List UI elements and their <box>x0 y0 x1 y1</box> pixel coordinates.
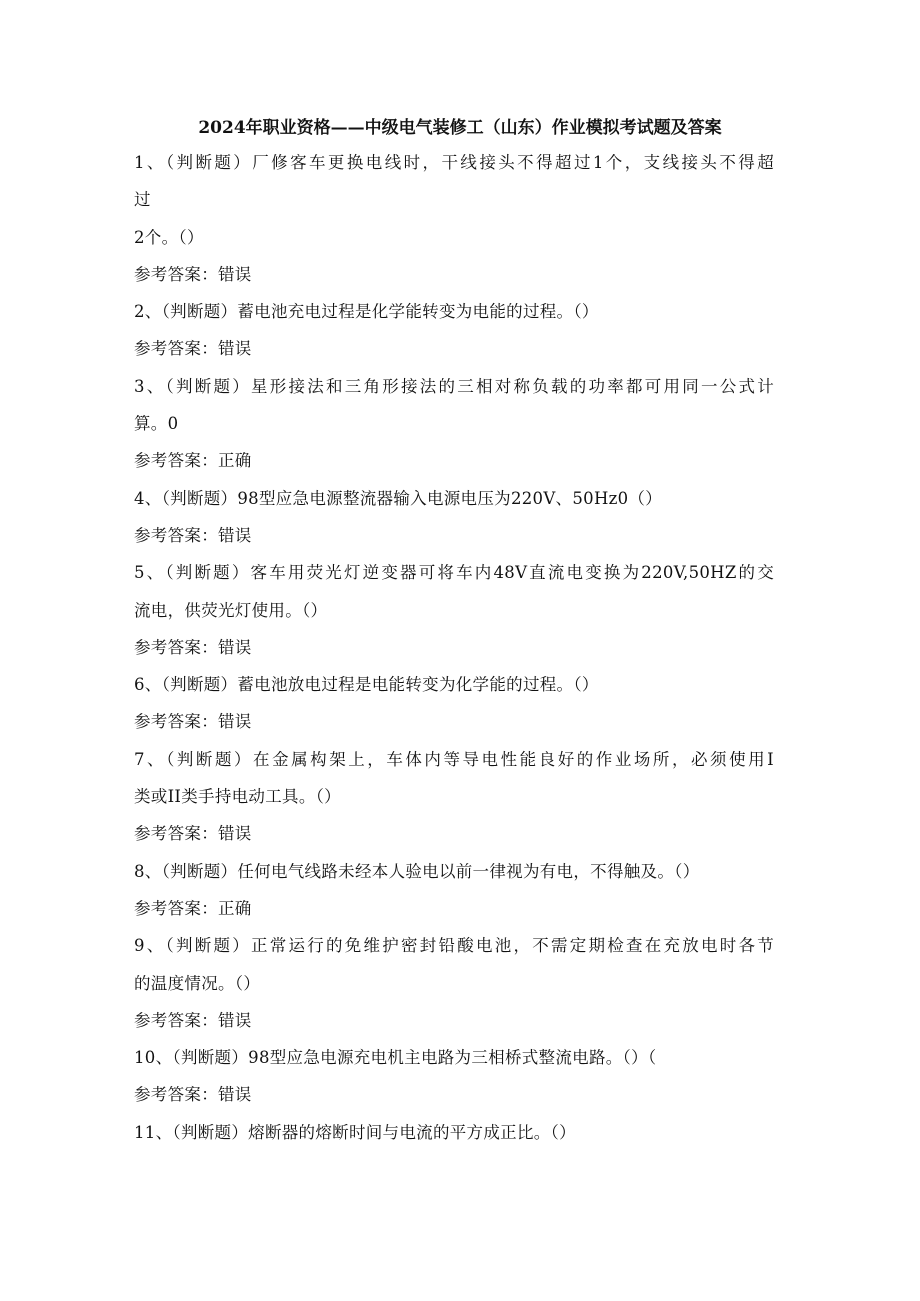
question-1-line-1: 1、（判断题）厂修客车更换电线时，干线接头不得超过1个，支线接头不得超 <box>134 153 774 172</box>
answer-prefix: 参考答案： <box>134 824 218 844</box>
answer-prefix: 参考答案： <box>134 712 218 732</box>
answer-value: 错误 <box>218 824 252 844</box>
answer-prefix: 参考答案： <box>134 339 218 359</box>
question-3-line-2: 算。0 <box>134 414 179 434</box>
answer-value: 错误 <box>218 339 252 359</box>
answer-9 <box>134 1002 786 1039</box>
answer-1 <box>134 256 786 293</box>
question-5-line-1: 5、（判断题）客车用荧光灯逆变器可将车内48V直流电变换为220V,50HZ的交 <box>134 563 774 583</box>
question-11-line-1: 11、（判断题）熔断器的熔断时间与电流的平方成正比。（） <box>134 1122 576 1142</box>
question-2-line-1: 2、（判断题）蓄电池充电过程是化学能转变为电能的过程。（） <box>134 302 599 322</box>
answer-value: 错误 <box>218 1085 252 1105</box>
answer-5 <box>134 629 786 666</box>
answer-2 <box>134 330 786 367</box>
answer-prefix: 参考答案： <box>134 451 218 471</box>
question-3-line-1: 3、（判断题）星形接法和三角形接法的三相对称负载的功率都可用同一公式计 <box>134 376 774 396</box>
question-7-line-1: 7、（判断题）在金属构架上，车体内等导电性能良好的作业场所，必须使用I <box>134 749 774 769</box>
document-page <box>134 112 786 1151</box>
question-1-line-2: 过 <box>134 190 151 210</box>
document-title: 2024年职业资格——中级电气装修工（山东）作业模拟考试题及答案 <box>198 118 722 138</box>
question-10-line-1: 10、（判断题）98型应急电源充电机主电路为三相桥式整流电路。（）（ <box>134 1048 657 1068</box>
answer-7 <box>134 815 786 852</box>
answer-value: 正确 <box>218 898 252 918</box>
answer-prefix: 参考答案： <box>134 637 218 657</box>
answer-value: 错误 <box>218 712 252 732</box>
question-8-line-1: 8、（判断题）任何电气线路未经本人验电以前一律视为有电，不得触及。（） <box>134 861 700 881</box>
answer-value: 错误 <box>218 525 252 545</box>
answer-value: 错误 <box>218 264 252 284</box>
answer-10 <box>134 1076 786 1113</box>
answer-8 <box>134 890 786 927</box>
question-9-line-2: 的温度情况。（） <box>134 973 261 993</box>
answer-prefix: 参考答案： <box>134 525 218 545</box>
question-1-line-3: 2个。（） <box>134 227 204 247</box>
answer-4 <box>134 517 786 554</box>
question-7-line-2: 类或II类手持电动工具。（） <box>134 787 341 807</box>
answer-6 <box>134 703 786 740</box>
answer-prefix: 参考答案： <box>134 1010 218 1030</box>
answer-prefix: 参考答案： <box>134 1085 218 1105</box>
answer-value: 正确 <box>218 451 252 471</box>
answer-prefix: 参考答案： <box>134 898 218 918</box>
answer-3 <box>134 442 786 479</box>
question-5-line-2: 流电，供荧光灯使用。（） <box>134 600 328 620</box>
question-4-line-1: 4、（判断题）98型应急电源整流器输入电源电压为220V、50Hz0（） <box>134 488 663 508</box>
question-6-line-1: 6、（判断题）蓄电池放电过程是电能转变为化学能的过程。（） <box>134 675 599 695</box>
question-9-line-1: 9、（判断题）正常运行的免维护密封铅酸电池，不需定期检查在充放电时各节 <box>134 936 774 956</box>
answer-value: 错误 <box>218 1010 252 1030</box>
answer-prefix: 参考答案： <box>134 264 218 284</box>
answer-value: 错误 <box>218 637 252 657</box>
